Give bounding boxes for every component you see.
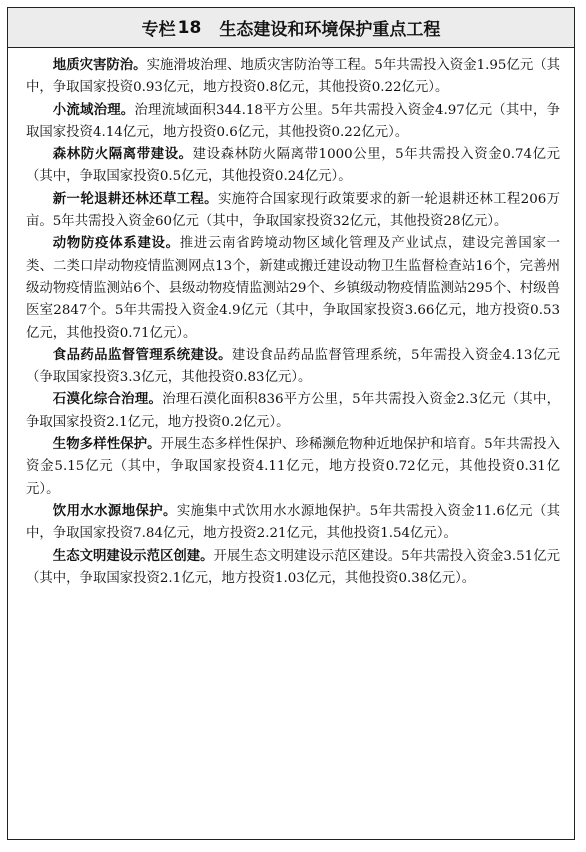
item-heading: 生物多样性保护。 xyxy=(52,437,161,453)
item-heading: 地质灾害防治。 xyxy=(52,58,147,73)
item-heading: 石漠化综合治理。 xyxy=(52,392,163,408)
project-item-rocky-desertification xyxy=(26,389,560,434)
item-body: 实施滑坡治理、地质灾害防治等工程。5年共需投入资金1.95亿元（其中，争取国家投资0.93亿元，地方投资0.8亿元，其他投资0.22亿元）。 xyxy=(26,58,560,96)
feature-box xyxy=(7,7,575,840)
item-body: 推进云南省跨境动物区域化管理及产业试点，建设完善国家一类、二类口岸动物疫情监测网点13个，新建或搬迁建设动物卫生监督检查站16个，完善州级动物疫情监测站6个、县级动物疫情监测站29个、乡镇级动物疫情监测站295个、村级兽医室2847个。5年共需投入资金4.9亿元（其中，争取国家投资3.66亿元，地方投资0.53亿元，其他投资0.71亿元）。 xyxy=(26,236,561,341)
item-heading: 饮用水水源地保护。 xyxy=(52,503,177,519)
item-body: 治理石漠化面积836平方公里，5年共需投入资金2.3亿元（其中，争取国家投资2.1亿元，地方投资0.2亿元）。 xyxy=(26,392,561,430)
project-item-geohazard xyxy=(26,55,560,100)
project-item-reforestation xyxy=(26,189,560,234)
item-body: 实施集中式饮用水水源地保护。5年共需投入资金11.6亿元（其中，争取国家投资7.84亿元，地方投资2.21亿元，其他投资1.54亿元）。 xyxy=(26,503,560,542)
item-heading: 生态文明建设示范区创建。 xyxy=(52,548,214,564)
item-heading: 动物防疫体系建设。 xyxy=(52,236,180,252)
box-content xyxy=(8,48,574,590)
item-heading: 新一轮退耕还林还草工程。 xyxy=(52,191,218,207)
box-title-prefix: 专栏 xyxy=(141,20,176,40)
item-heading: 森林防火隔离带建设。 xyxy=(52,147,193,163)
project-item-firebreak xyxy=(26,144,560,189)
item-heading: 食品药品监督管理系统建设。 xyxy=(52,347,232,363)
item-heading: 小流域治理。 xyxy=(52,102,135,118)
box-title-bar xyxy=(8,8,574,48)
item-body: 治理流域面积344.18平方公里。5年共需投入资金4.97亿元（其中，争取国家投资4.14亿元，地方投资0.6亿元，其他投资0.22亿元）。 xyxy=(26,102,561,140)
box-title-number: 18 xyxy=(177,17,202,38)
box-title: 生态建设和环境保护重点工程 xyxy=(219,20,441,40)
project-item-eco-demo-zone xyxy=(26,546,560,591)
project-item-water-source xyxy=(26,501,560,546)
item-body: 建设森林防火隔离带1000公里，5年共需投入资金0.74亿元（其中，争取国家投资0.5亿元，其他投资0.24亿元）。 xyxy=(26,147,560,185)
project-item-animal-epidemic xyxy=(26,233,560,344)
project-item-food-drug xyxy=(26,345,560,390)
project-item-biodiversity xyxy=(26,434,560,501)
item-body: 实施符合国家现行政策要求的新一轮退耕还林工程206万亩。5年共需投入资金60亿元（其中，争取国家投资32亿元，其他投资28亿元）。 xyxy=(26,191,561,230)
item-body: 开展生态文明建设示范区建设。5年共需投入资金3.51亿元（其中，争取国家投资2.1亿元，地方投资1.03亿元，其他投资0.38亿元）。 xyxy=(26,548,560,586)
project-item-watershed xyxy=(26,100,560,145)
item-body: 建设食品药品监督管理系统，5年需投入资金4.13亿元（争取国家投资3.3亿元，其他投资0.83亿元）。 xyxy=(26,347,560,386)
item-body: 开展生态多样性保护、珍稀濒危物种近地保护和培育。5年共需投入资金5.15亿元（其中，争取国家投资4.11亿元，地方投资0.72亿元，其他投资0.31亿元）。 xyxy=(26,437,560,497)
